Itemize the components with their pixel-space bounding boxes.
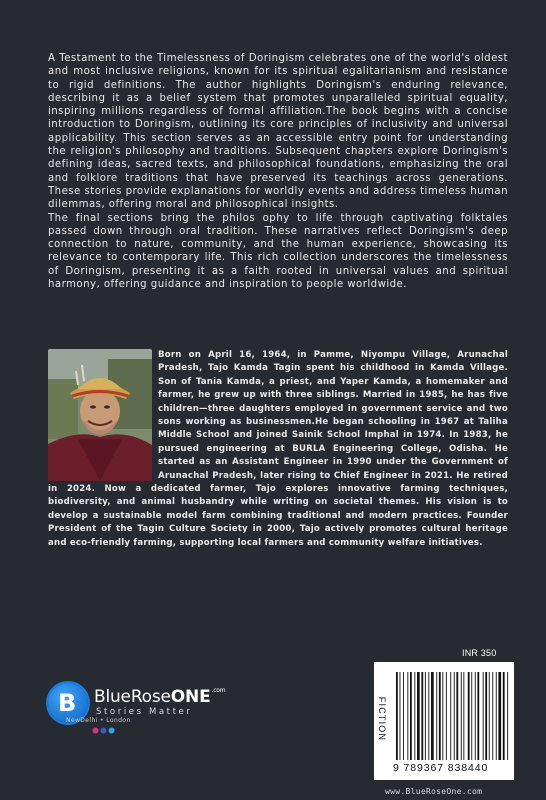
barcode-bar — [489, 672, 490, 760]
author-photo — [48, 349, 152, 481]
publisher-brand — [94, 687, 225, 707]
social-media-icons — [92, 727, 126, 734]
barcode-bar — [396, 672, 398, 760]
brand-bold: ONE — [170, 687, 211, 707]
author-section — [48, 349, 508, 550]
barcode-bar — [483, 672, 484, 760]
barcode-bar — [407, 672, 408, 760]
barcode-bar — [507, 672, 508, 760]
barcode-bar — [410, 672, 412, 760]
barcode-bar — [400, 672, 401, 760]
barcode-bar — [421, 672, 423, 760]
barcode-bar — [446, 672, 447, 760]
barcode-bar — [450, 672, 451, 760]
barcode-bar — [431, 672, 434, 760]
publisher-website: www.BlueRoseOne.com — [385, 787, 483, 796]
barcode-bar — [456, 672, 458, 760]
barcode-bar — [463, 672, 464, 760]
barcode-bar — [475, 672, 476, 760]
barcode-bar — [496, 672, 497, 760]
barcode-bar — [485, 672, 487, 760]
barcode-bar — [436, 672, 437, 760]
barcode-bar — [492, 672, 493, 760]
genre-label — [376, 690, 392, 750]
book-synopsis — [48, 52, 508, 291]
publisher-tagline: Stories Matter — [96, 707, 193, 717]
genre-text: FICTION — [377, 696, 388, 742]
barcode-bar — [454, 672, 455, 760]
barcode-bar — [471, 672, 472, 760]
price-label: INR 350 — [462, 648, 497, 658]
barcode-bar — [414, 672, 415, 760]
b-letter-icon: B — [58, 689, 77, 717]
synopsis-paragraph: A Testament to the Timelessness of Doringism celebrates one of the world's oldest and most inclusive religions, known for its spiritual egalitarianism and resistance to rigid definitions. The author highlights Doringism's enduring relevance, describing it as a belief system that promotes unparalleled spiritual equality, inspiring millions regardless of formal affiliation.The book begins with a concise introduction to Doringism, outlining its core principles of inclusivity and universal applicability. This section serves as an accessible entry point for understanding the religion's philosophy and traditions. Subsequent chapters explore Doringism's defining ideas, sacred texts, and philosophical foundations, emphasizing the oral and folklore traditions that have preserved its teachings across generations. These stories provide explanations for worldly events and address timeless human dilemmas, offering moral and philosophical insights. — [48, 53, 508, 211]
publisher-cities: NewDelhi • London — [66, 717, 131, 724]
barcode-bar — [428, 672, 429, 760]
publisher-logo — [44, 683, 224, 743]
barcode-bar — [442, 672, 443, 760]
barcode-bar — [477, 672, 479, 760]
barcode-bar — [461, 672, 462, 760]
barcode-bar — [439, 672, 441, 760]
barcode-bar — [417, 672, 420, 760]
barcode-bar — [503, 672, 505, 760]
isbn-number: 9 789367 838440 — [393, 762, 489, 774]
barcode-bar — [498, 672, 501, 760]
synopsis-paragraph: The final sections bring the philos ophy to life through captivating folktales passed down through oral tradition. These narratives reflect Doringism's deep connection to nature, community, and the human experience, showcasing its relevance to contemporary life. This rich collection underscores the timelessness of Doringism, presenting it as a faith rooted in universal values and spiritual harmony, offering guidance and inspiration to people worldwide. — [48, 212, 508, 291]
barcode-bar — [468, 672, 470, 760]
brand-regular: BlueRose — [94, 687, 171, 707]
brand-suffix: .com — [211, 687, 226, 694]
barcode-bar — [425, 672, 426, 760]
author-bio: Born on April 16, 1964, in Pamme, Niyompu Village, Arunachal Pradesh, Tajo Kamda Tagin spent his childhood in Kamda Village. Son of Tania Kamda, a priest, and Yaper Kamda, a homemaker and farmer, he grew up with three siblings. Married in 1985, he has five children—three daughters employed in government service and two sons working as businessmen.He began schooling in 1967 at Taliha Middle School and joined Sainik School Imphal in 1974. In 1983, he pursued engineering at BURLA Engineering College, Odisha. He started as an Assistant Engineer in 1990 under the Government of Arunachal Pradesh, later rising to Chief Engineer in 2021. He retired in 2024. Now a dedicated farmer, Tajo explores innovative farming techniques, biodiversity, and animal husbandry while writing on societal themes. His vision is to develop a sustainable model farm combining traditional and modern practices. Founder President of the Tagin Culture Society in 2000, Tajo actively promotes cultural heritage and eco-friendly farming, supporting local farmers and community welfare initiatives. — [48, 350, 508, 548]
barcode-bar — [403, 672, 404, 760]
